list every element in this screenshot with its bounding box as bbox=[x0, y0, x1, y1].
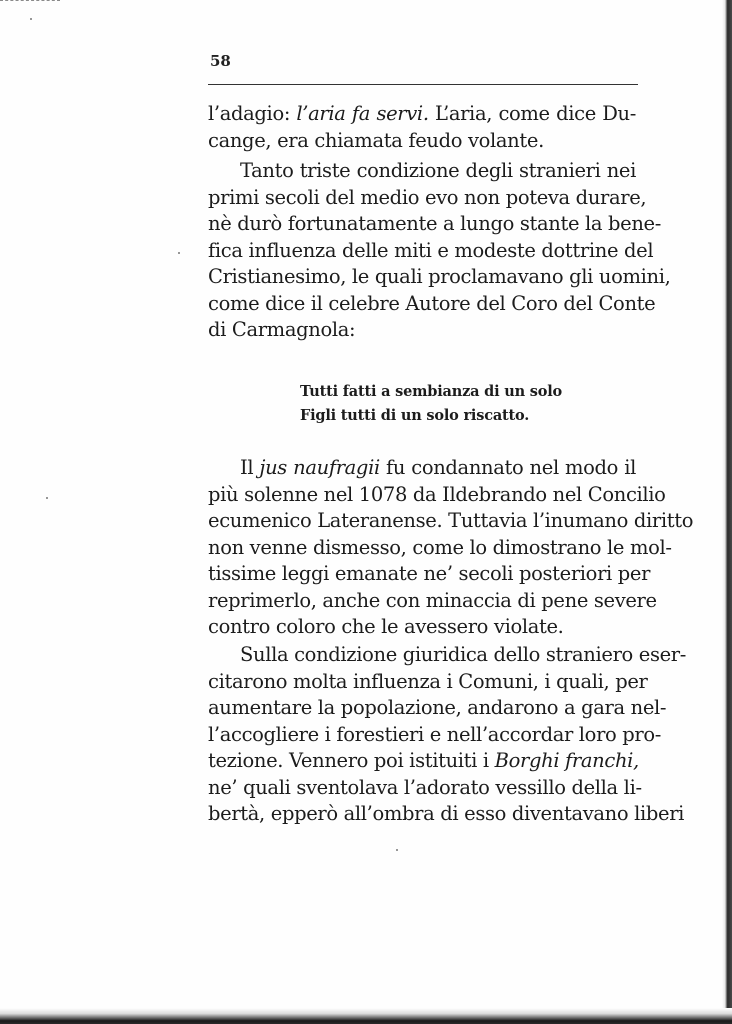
text-line bbox=[208, 614, 636, 641]
text-line bbox=[208, 535, 672, 562]
text-run: Cristianesimo, le quali proclamavano gli uomini, bbox=[208, 265, 671, 288]
text-run: fica influenza delle miti e modeste dottrine del bbox=[208, 238, 654, 262]
text-line bbox=[208, 642, 687, 669]
verse-line: Tutti fatti a sembianza di un solo bbox=[300, 383, 563, 400]
text-line bbox=[208, 801, 685, 828]
text-line bbox=[208, 669, 648, 696]
paragraph-3 bbox=[208, 455, 694, 641]
scan-speck bbox=[30, 18, 32, 20]
text-line bbox=[208, 508, 694, 535]
text-run: di Carmagnola: bbox=[208, 318, 356, 341]
text-run: Tanto triste condizione degli stranieri nei bbox=[240, 159, 636, 182]
scan-speck bbox=[46, 497, 48, 499]
text-line bbox=[208, 291, 656, 318]
text-run: tezione. Vennero poi istituiti i bbox=[208, 749, 495, 772]
text-run: cange, era chiamata feudo volante. bbox=[208, 128, 544, 152]
text-run: tissime leggi emanate ne’ secoli posteriori per bbox=[208, 562, 651, 585]
text-line bbox=[208, 722, 662, 749]
verse-line: Figli tutti di un solo riscatto. bbox=[300, 407, 530, 424]
text-line bbox=[208, 317, 636, 344]
paragraph-1 bbox=[208, 101, 636, 154]
text-run: Il bbox=[240, 456, 260, 479]
text-run: più solenne nel 1078 da Ildebrando nel Concilio bbox=[208, 482, 666, 506]
text-run: bertà, epperò all’ombra di esso diventavano liberi bbox=[208, 802, 685, 825]
text-run: fu condannato nel modo il bbox=[379, 456, 636, 479]
italic-phrase: Borghi franchi, bbox=[494, 749, 639, 772]
text-run: nè durò fortunatamente a lungo stante la bene- bbox=[208, 212, 661, 235]
text-run: come dice il celebre Autore del Coro del Conte bbox=[208, 291, 656, 315]
text-line bbox=[208, 264, 671, 291]
verse-quote bbox=[300, 380, 562, 428]
scan-speck bbox=[178, 252, 180, 254]
text-line bbox=[208, 748, 639, 775]
text-line bbox=[208, 561, 651, 588]
paragraph-4 bbox=[208, 642, 687, 828]
text-run: primi secoli del medio evo non poteva durare, bbox=[208, 185, 647, 209]
text-run: L’aria, come dice Du- bbox=[428, 102, 636, 125]
italic-phrase: jus naufragii bbox=[259, 456, 380, 479]
text-line bbox=[208, 482, 666, 509]
text-line bbox=[208, 238, 654, 265]
text-run: non venne dismesso, come lo dimostrano le mol- bbox=[208, 535, 672, 559]
scan-edge-bottom bbox=[0, 1008, 732, 1024]
page-number: 58 bbox=[210, 52, 231, 70]
italic-phrase: l’aria fa servi. bbox=[296, 102, 429, 125]
text-run: contro coloro che le avessero violate. bbox=[208, 615, 564, 638]
text-run: reprimerlo, anche con minaccia di pene severe bbox=[208, 588, 657, 612]
scan-speck bbox=[396, 849, 398, 851]
text-run: ne’ quali sventolava l’adorato vessillo della li- bbox=[208, 775, 642, 799]
text-run: Sulla condizione giuridica dello straniero eser- bbox=[240, 643, 687, 666]
text-line bbox=[208, 185, 647, 212]
text-line bbox=[208, 775, 642, 802]
text-line bbox=[208, 695, 667, 722]
text-line bbox=[208, 455, 636, 482]
header-rule bbox=[208, 84, 638, 85]
scan-edge-top bbox=[0, 0, 60, 11]
text-line bbox=[208, 128, 636, 155]
text-line bbox=[208, 158, 636, 185]
text-line bbox=[208, 588, 657, 615]
text-line bbox=[208, 211, 661, 238]
text-line bbox=[208, 101, 636, 128]
paragraph-2 bbox=[208, 158, 671, 344]
text-run: l’adagio: bbox=[208, 102, 297, 125]
scan-edge-right bbox=[722, 0, 732, 1024]
text-run: l’accogliere i forestieri e nell’accordar loro pro- bbox=[208, 722, 662, 746]
text-run: citarono molta influenza i Comuni, i quali, per bbox=[208, 669, 648, 693]
text-run: aumentare la popolazione, andarono a gara nel- bbox=[208, 696, 667, 719]
text-run: ecumenico Lateranense. Tuttavia l’inumano diritto bbox=[208, 509, 694, 532]
